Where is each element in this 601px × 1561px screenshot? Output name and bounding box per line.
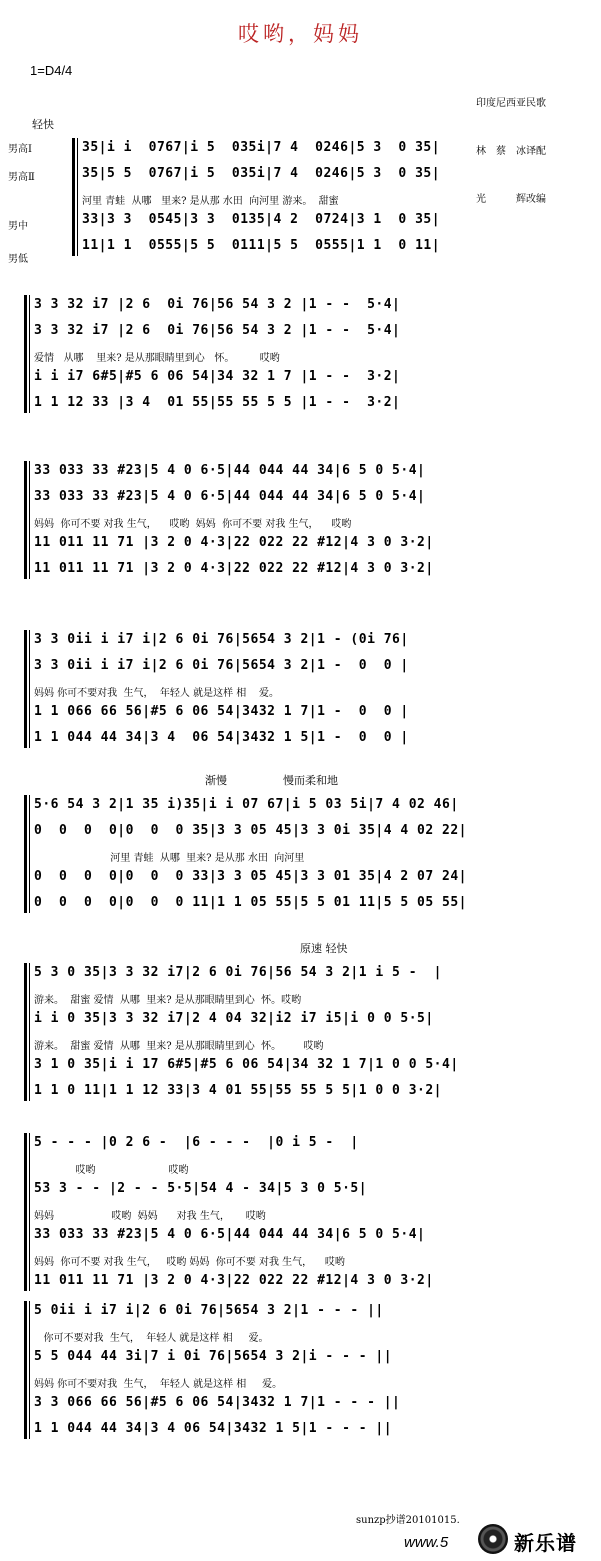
notation-line: 3 1 0 35|i i 17 6#5|#5 6 06 54|34 32 1 7|1 0 0 5·4| [34,1057,459,1072]
notation-line: 53 3 - - |2 - - 5·5|54 4 - 34|5 3 0 5·5| [34,1181,368,1196]
page-title: 哎哟，妈妈 [238,22,363,46]
system-bracket [72,138,75,256]
lyric-line: 河里 青蛙 从哪 里来? 是从那 水田 向河里 游来。 甜蜜 [82,196,339,207]
system-bracket [24,630,27,748]
notation-line: 33 033 33 #23|5 4 0 6·5|44 044 44 34|6 5 0 5·4| [34,1227,426,1242]
lyric-line: 爱情 从哪 里来? 是从那眼睛里到心 怀。 哎哟 [34,353,280,364]
notation-line: 3 3 0ii i i7 i|2 6 0i 76|5654 3 2|1 - (0i 76| [34,632,409,647]
notation-line: 35|i i 0767|i 5 035i|7 4 0246|5 3 0 35| [82,140,441,155]
notation-line: 5 3 0 35|3 3 32 i7|2 6 0i 76|56 54 3 2|1 i 5 - | [34,965,443,980]
notation-line: 0 0 0 0|0 0 0 33|3 3 05 45|3 3 01 35|4 2 07 24| [34,869,467,884]
notation-line: 11 011 11 71 |3 2 0 4·3|22 022 22 #12|4 3 0 3·2| [34,535,434,550]
notation-line: 11 011 11 71 |3 2 0 4·3|22 022 22 #12|4 3 0 3·2| [34,561,434,576]
notation-line: 35|5 5 0767|i 5 035i|7 4 0246|5 3 0 35| [82,166,441,181]
notation-line: 1 1 066 66 56|#5 6 06 54|3432 1 7|1 - 0 0 | [34,704,409,719]
notation-line: 3 3 32 i7 |2 6 0i 76|56 54 3 2 |1 - - 5·4| [34,297,401,312]
notation-line: 1 1 0 11|1 1 12 33|3 4 01 55|55 55 5 5|1 0 0 3·2| [34,1083,443,1098]
transcriber-note: sunzp抄谱20101015. [356,1515,460,1526]
notation-line: 1 1 044 44 34|3 4 06 54|3432 1 5|1 - 0 0 | [34,730,409,745]
lyric-line: 河里 青蛙 从哪 里来? 是从那 水田 向河里 [34,853,305,864]
lyric-line: 妈妈 你可不要 对我 生气， 哎哟 妈妈 你可不要 对我 生气， 哎哟 [34,519,352,530]
brand-name: 新乐谱 [514,1531,577,1555]
credit-origin: 印度尼西亚民歌 [476,98,546,109]
tempo-marking-ritard: 渐慢 [205,774,227,787]
notation-line: 0 0 0 0|0 0 0 35|3 3 05 45|3 3 0i 35|4 4 02 22| [34,823,467,838]
notation-line: 3 3 32 i7 |2 6 0i 76|56 54 3 2 |1 - - 5·4| [34,323,401,338]
system-bracket [24,1133,27,1291]
key-signature: 1=D4/4 [30,63,73,78]
system-bracket [24,295,27,413]
credit-arranger: 光 辉改编 [476,194,546,205]
record-disc-icon [478,1524,508,1554]
system-bracket [24,461,27,579]
notation-line: 1 1 12 33 |3 4 01 55|55 55 5 5 |1 - - 3·2| [34,395,401,410]
lyric-line: 游来。 甜蜜 爱情 从哪 里来? 是从那眼睛里到心 怀。 哎哟 [34,1041,324,1052]
site-url: www.5 [404,1534,449,1551]
notation-line: i i 0 35|3 3 32 i7|2 4 04 32|i2 i7 i5|i 0 0 5·5| [34,1011,434,1026]
notation-line: 3 3 0ii i i7 i|2 6 0i 76|5654 3 2|1 - 0 0 | [34,658,409,673]
lyric-line: 妈妈 你可不要 对我 生气， 哎哟 妈妈 你可不要 对我 生气， 哎哟 [34,1257,345,1268]
notation-line: 1 1 044 44 34|3 4 06 54|3432 1 5|1 - - - || [34,1421,393,1436]
credits [476,64,546,224]
system-line [77,138,78,256]
system-line [29,630,30,748]
lyric-line: 妈妈 你可不要对我 生气， 年轻人 就是这样 相 爱。 [34,1379,283,1390]
system-bracket [24,963,27,1101]
voice-label-tenor2: 男高Ⅱ [8,172,35,183]
system-line [29,963,30,1101]
lyric-line: 游来。 甜蜜 爱情 从哪 里来? 是从那眼睛里到心 怀。哎哟 [34,995,302,1006]
notation-line: 11 011 11 71 |3 2 0 4·3|22 022 22 #12|4 3 0 3·2| [34,1273,434,1288]
notation-line: 5·6 54 3 2|1 35 i)35|i i 07 67|i 5 03 5i|7 4 02 46| [34,797,459,812]
tempo-marking-return: 原速 轻快 [300,942,348,955]
tempo-marking-slow: 慢而柔和地 [283,774,338,787]
notation-line: 5 0ii i i7 i|2 6 0i 76|5654 3 2|1 - - - || [34,1303,384,1318]
notation-line: 11|1 1 0555|5 5 0111|5 5 0555|1 1 0 11| [82,238,441,253]
system-line [29,461,30,579]
system-line [29,1133,30,1291]
system-line [29,1301,30,1439]
credit-translators: 林 蔡 冰译配 [476,146,546,157]
system-line [29,295,30,413]
notation-line: 33 033 33 #23|5 4 0 6·5|44 044 44 34|6 5 0 5·4| [34,463,426,478]
notation-line: 5 5 044 44 3i|7 i 0i 76|5654 3 2|i - - - || [34,1349,393,1364]
lyric-line: 妈妈 哎哟 妈妈 对我 生气， 哎哟 [34,1211,266,1222]
notation-line: 0 0 0 0|0 0 0 11|1 1 05 55|5 5 01 11|5 5 05 55| [34,895,467,910]
system-bracket [24,795,27,913]
notation-line: 33 033 33 #23|5 4 0 6·5|44 044 44 34|6 5 0 5·4| [34,489,426,504]
notation-line: i i i7 6#5|#5 6 06 54|34 32 1 7 |1 - - 3·2| [34,369,401,384]
voice-label-tenor1: 男高Ⅰ [8,144,32,155]
notation-line: 3 3 066 66 56|#5 6 06 54|3432 1 7|1 - - - || [34,1395,401,1410]
notation-line: 5 - - - |0 2 6 - |6 - - - |0 i 5 - | [34,1135,359,1150]
lyric-line: 妈妈 你可不要对我 生气， 年轻人 就是这样 相 爱。 [34,688,279,699]
site-logo [478,1522,600,1558]
voice-label-baritone: 男中 [8,221,28,232]
tempo-marking-start: 轻快 [32,118,54,131]
lyric-line: 哎哟 哎哟 [34,1165,189,1176]
voice-label-bass: 男低 [8,254,28,265]
notation-line: 33|3 3 0545|3 3 0135|4 2 0724|3 1 0 35| [82,212,441,227]
system-bracket [24,1301,27,1439]
system-line [29,795,30,913]
lyric-line: 你可不要对我 生气， 年轻人 就是这样 相 爱。 [34,1333,269,1344]
